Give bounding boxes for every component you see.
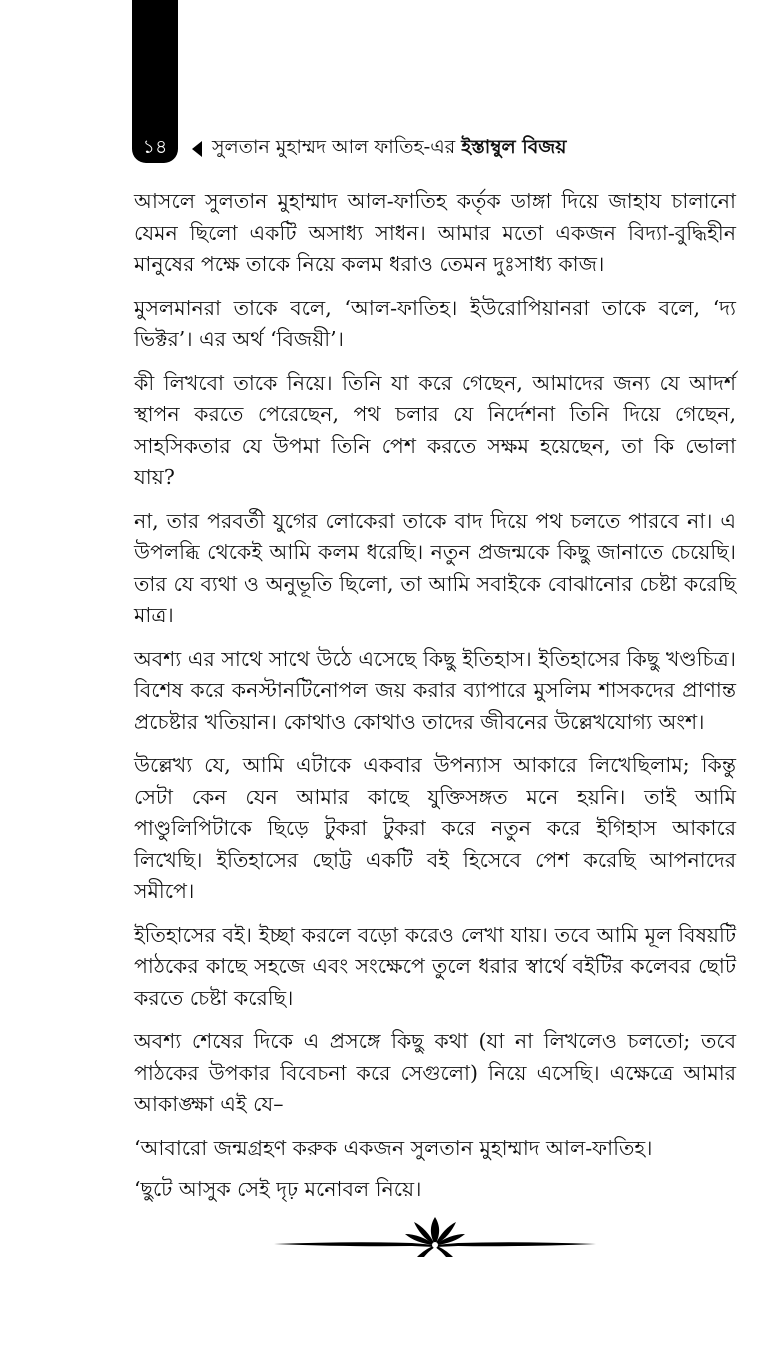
lotus-divider-ornament-icon — [272, 1214, 598, 1258]
paragraph-7: ইতিহাসের বই। ইচ্ছা করলে বড়ো করেও লেখা যায়। তবে আমি মূল বিষয়টি পাঠকের কাছে সহজে এবং সংক্ষেপে তুলে ধরার স্বার্থে বইটির কলেবর ছোট করতে চেষ্টা করেছি। — [134, 922, 736, 1010]
running-head-title: সুলতান মুহাম্মদ আল ফাতিহ-এর — [212, 136, 462, 158]
paragraph-6: উল্লেখ্য যে, আমি এটাকে একবার উপন্যাস আকারে লিখেছিলাম; কিন্তু সেটা কেন যেন আমার কাছে যুক্তিসঙ্গত মনে হয়নি। তাই আমি পাণ্ডুলিপিটাকে ছিড়ে টুকরা টুকরা করে নতুন করে ইগিহাস আকারে লিখেছি। ইতিহাসের ছোট্ট একটি বই হিসেবে পেশ করেছি আপনাদের সমীপে। — [134, 753, 736, 903]
paragraph-4: না, তার পরবর্তী যুগের লোকেরা তাকে বাদ দিয়ে পথ চলতে পারবে না। এ উপলব্ধি থেকেই আমি কলম ধরেছি। নতুন প্রজন্মকে কিছু জানাতে চেয়েছি। তার যে ব্যথা ও অনুভূতি ছিলো, তা আমি সবাইকে বোঝানোর চেষ্টা করেছি মাত্র। — [134, 508, 736, 627]
quote-line-2: ‘ছুটে আসুক সেই দৃঢ় মনোবল নিয়ে। — [134, 1177, 422, 1201]
running-head — [212, 132, 567, 162]
paragraph-1: আসলে সুলতান মুহাম্মাদ আল-ফাতিহ কর্তৃক ডাঙ্গা দিয়ে জাহায চালানো যেমন ছিলো একটি অসাধ্য সাধন। আমার মতো একজন বিদ্যা-বুদ্ধিহীন মানুষের পক্ষে তাকে নিয়ে কলম ধরাও তেমন দুঃসাধ্য কাজ। — [134, 189, 736, 276]
paragraph-2: মুসলমানরা তাকে বলে, ‘আল-ফাতিহ। ইউরোপিয়ানরা তাকে বলে, ‘দ্য ভিক্টর’। এর অর্থ ‘বিজয়ী’। — [134, 295, 736, 351]
paragraph-3: কী লিখবো তাকে নিয়ে। তিনি যা করে গেছেন, আমাদের জন্য যে আদর্শ স্থাপন করতে পেরেছেন, পথ চলার যে নির্দেশনা তিনি দিয়ে গেছেন, সাহসিকতার যে উপমা তিনি পেশ করতে সক্ষম হয়েছেন, তা কি ভোলা যায়? — [134, 370, 736, 489]
page-number: ১৪ — [142, 136, 168, 158]
paragraph-8: অবশ্য শেষের দিকে এ প্রসঙ্গে কিছু কথা (যা না লিখলেও চলতো; তবে পাঠকের উপকার বিবেচনা করে সেগুলো) নিয়ে এসেছি। এক্ষেত্রে আমার আকাঙ্ক্ষা এই যে– — [134, 1029, 736, 1116]
triangle-marker-icon — [192, 141, 202, 157]
running-head-title-bold: ইস্তাম্বুল বিজয় — [461, 136, 567, 158]
page-body — [134, 186, 736, 1216]
paragraph-5: অবশ্য এর সাথে সাথে উঠে এসেছে কিছু ইতিহাস। ইতিহাসের কিছু খণ্ডচিত্র। বিশেষ করে কনস্টানটিনোপল জয় করার ব্যাপারে মুসলিম শাসকদের প্রাণান্ত প্রচেষ্টার খতিয়ান। কোথাও কোথাও তাদের জীবনের উল্লেখযোগ্য অংশ। — [134, 646, 736, 734]
quote-line-1: ‘আবারো জন্মগ্রহণ করুক একজন সুলতান মুহাম্মাদ আল-ফাতিহ। — [134, 1135, 653, 1160]
